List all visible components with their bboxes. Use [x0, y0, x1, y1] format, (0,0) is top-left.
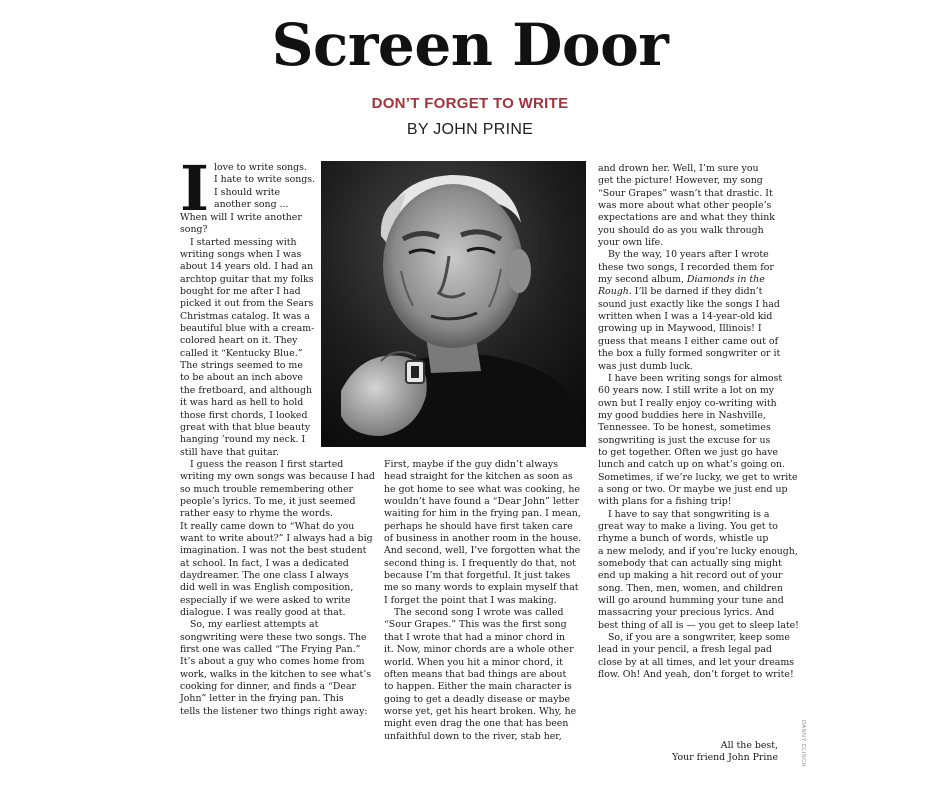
text-line: perhaps he should have first taken care: [384, 520, 573, 532]
text-line: was just dumb luck.: [598, 360, 693, 372]
text-line: about 14 years old. I had an: [180, 261, 314, 273]
text-line: great with that blue beauty: [180, 421, 311, 433]
text-line: with plans for a fishing trip!: [598, 496, 732, 508]
text-line: to happen. Either the main character is: [384, 681, 572, 693]
text-line: The second song I wrote was called: [394, 607, 564, 619]
text-line: it was hard as hell to hold: [180, 397, 304, 409]
text-line: own but I really enjoy co-writing with: [598, 397, 777, 409]
text-line: did well in was English composition,: [180, 582, 354, 594]
sign-off-line-1: All the best,: [720, 740, 778, 751]
text-line: cooking for dinner, and finds a “Dear: [180, 681, 357, 693]
text-line: growing up in Maywood, Illinois! I: [598, 323, 762, 335]
text-line: a song or two. Or maybe we just end up: [598, 483, 788, 495]
text-line: often means that bad things are about: [384, 668, 567, 680]
text-run: . I’ll be darned if they didn’t: [628, 286, 763, 298]
text-line: written when I was a 14-year-old kid: [598, 311, 773, 323]
text-line: wouldn’t have found a “Dear John” letter: [384, 496, 579, 508]
portrait-illustration: [321, 161, 586, 447]
drop-cap: I: [180, 152, 210, 225]
text-line: that I wrote that had a minor chord in: [384, 631, 566, 643]
text-line: [598, 286, 798, 298]
text-line: [598, 274, 798, 286]
author-photo: [321, 161, 586, 447]
text-line: songwriting were these two songs. The: [180, 631, 367, 643]
album-title-part-1: Diamonds in the: [686, 274, 765, 286]
text-line: at school. In fact, I was a dedicated: [180, 557, 349, 569]
text-line: I have to say that songwriting is a: [608, 508, 770, 520]
text-line: song?: [180, 224, 208, 236]
text-line: So, my earliest attempts at: [190, 619, 319, 631]
text-line: love to write songs.: [214, 162, 307, 173]
text-line: somebody that can actually sing might: [598, 558, 782, 569]
text-line: sound just exactly like the songs I had: [598, 298, 780, 310]
text-line: was more about what other people’s: [598, 200, 772, 212]
text-line: imagination. I was not the best student: [180, 545, 367, 557]
text-line: your own life.: [598, 237, 664, 249]
text-line: I forget the point that I was making.: [384, 594, 557, 606]
text-line: my good buddies here in Nashville,: [598, 409, 766, 421]
text-line: I should write: [214, 186, 281, 198]
text-line: those first chords, I looked: [180, 409, 308, 421]
text-line: Sometimes, if we’re lucky, we get to write: [598, 471, 798, 483]
text-line: and drown her. Well, I’m sure you: [598, 163, 759, 174]
text-line: end up making a hit record out of your: [598, 570, 783, 582]
text-line: unfaithful down to the river, stab her,: [384, 730, 562, 742]
text-line: It really came down to “What do you: [180, 520, 355, 532]
text-line: archtop guitar that my folks: [180, 273, 314, 285]
text-line: song. Then, men, women, and children: [598, 582, 783, 594]
photo-credit: DANNY CLINCH: [800, 720, 806, 768]
text-line: I hate to write songs.: [214, 174, 316, 186]
text-line: work, walks in the kitchen to see what’s: [180, 668, 372, 680]
text-line: Tennessee. To be honest, sometimes: [598, 422, 771, 434]
text-line: I started messing with: [190, 236, 297, 248]
text-line: massacring your precious lyrics. And: [598, 607, 775, 619]
text-line: especially if we were asked to write: [180, 594, 351, 606]
text-line: tells the listener two things right away:: [180, 705, 368, 717]
text-run: my second album,: [598, 274, 684, 286]
text-line: second thing is. I frequently do that, not: [384, 557, 576, 569]
text-line: because I’m that forgetful. It just takes: [384, 570, 571, 582]
text-line: head straight for the kitchen as soon as: [384, 471, 573, 483]
text-line: writing my own songs was because I had: [180, 471, 375, 483]
text-line: world. When you hit a minor chord, it: [384, 656, 563, 668]
text-line: these two songs, I recorded them for: [598, 261, 774, 273]
article-subtitle: DON’T FORGET TO WRITE: [371, 95, 569, 112]
text-line: hanging ’round my neck. I: [180, 434, 306, 446]
text-line: might even drag the one that has been: [384, 718, 569, 730]
sign-off: [598, 740, 778, 765]
column-1: [180, 212, 375, 718]
text-line: I guess the reason I first started: [190, 458, 344, 470]
text-line: will go around humming your tune and: [598, 595, 784, 607]
text-line: When will I write another: [180, 212, 302, 223]
text-line: songwriting is just the excuse for us: [598, 434, 771, 446]
text-line: dialogue. I was really good at that.: [180, 607, 346, 618]
text-line: bought for me after I had: [180, 286, 301, 298]
text-line: It’s about a guy who comes home from: [180, 656, 365, 668]
text-line: waiting for him in the frying pan. I mean,: [384, 508, 581, 520]
article-title: Screen Door: [271, 11, 669, 79]
text-line: lead in your pencil, a fresh legal pad: [598, 644, 772, 656]
text-line: rather easy to rhyme the words.: [180, 508, 334, 520]
text-line: I have been writing songs for almost: [608, 372, 783, 384]
text-line: Christmas catalog. It was a: [180, 310, 310, 322]
text-line: By the way, 10 years after I wrote: [608, 249, 769, 261]
text-line: beautiful blue with a cream-: [180, 323, 315, 335]
text-line: worse yet, get his heart broken. Why, he: [384, 705, 577, 717]
text-line: going to get a deadly disease or maybe: [384, 693, 571, 705]
text-line: another song ...: [214, 199, 289, 211]
text-line: the box a fully formed songwriter or it: [598, 348, 781, 360]
text-line: John” letter in the frying pan. This: [180, 693, 344, 705]
text-line: he got home to see what was cooking, he: [384, 483, 580, 495]
text-line: daydreamer. The one class I always: [180, 569, 349, 581]
text-line: people’s lyrics. To me, it just seemed: [180, 495, 356, 507]
text-line: First, maybe if the guy didn’t always: [384, 459, 559, 470]
text-line: flow. Oh! And yeah, don’t forget to write!: [598, 669, 794, 681]
text-line: lunch and catch up on what’s going on.: [598, 459, 786, 471]
column-2: [384, 459, 584, 743]
text-line: So, if you are a songwriter, keep some: [608, 632, 790, 644]
column-3: [598, 163, 798, 681]
text-line: to get together. Often we just go have: [598, 446, 779, 458]
text-line: 60 years now. I still write a lot on my: [598, 385, 775, 397]
text-line: close by at all times, and let your dreams: [598, 656, 795, 668]
text-line: the fretboard, and although: [180, 384, 313, 396]
text-line: want to write about?” I always had a big: [180, 532, 373, 544]
text-line: “Sour Grapes.” This was the first song: [384, 619, 567, 631]
text-line: best thing of all is — you get to sleep late!: [598, 619, 799, 631]
text-line: of business in another room in the house.: [384, 533, 582, 545]
text-line: first one was called “The Frying Pan.”: [180, 644, 361, 656]
text-line: The strings seemed to me: [180, 360, 303, 372]
text-line: “Sour Grapes” wasn’t that drastic. It: [598, 187, 773, 199]
text-line: so much trouble remembering other: [180, 483, 353, 495]
text-line: guess that means I either came out of: [598, 335, 779, 347]
text-line: And second, well, I’ve forgotten what the: [384, 545, 581, 557]
text-line: a new melody, and if you’re lucky enough,: [598, 545, 798, 557]
text-line: me so many words to explain myself that: [384, 582, 579, 594]
text-line: get the picture! However, my song: [598, 175, 763, 187]
text-line: still have that guitar.: [180, 446, 279, 458]
text-line: called it “Kentucky Blue.”: [180, 347, 303, 359]
text-line: to be about an inch above: [180, 372, 303, 384]
album-title-part-2: Rough: [598, 286, 629, 298]
text-line: rhyme a bunch of words, whistle up: [598, 533, 769, 545]
text-line: great way to make a living. You get to: [598, 520, 778, 532]
text-line: colored heart on it. They: [180, 335, 298, 347]
text-line: writing songs when I was: [180, 249, 302, 261]
text-line: picked it out from the Sears: [180, 298, 314, 310]
text-line: expectations are and what they think: [598, 212, 775, 224]
text-line: you should do as you walk through: [598, 224, 764, 236]
article-byline: BY JOHN PRINE: [406, 121, 534, 138]
text-line: it. Now, minor chords are a whole other: [384, 644, 574, 656]
sign-off-line-2: Your friend John Prine: [672, 752, 778, 764]
